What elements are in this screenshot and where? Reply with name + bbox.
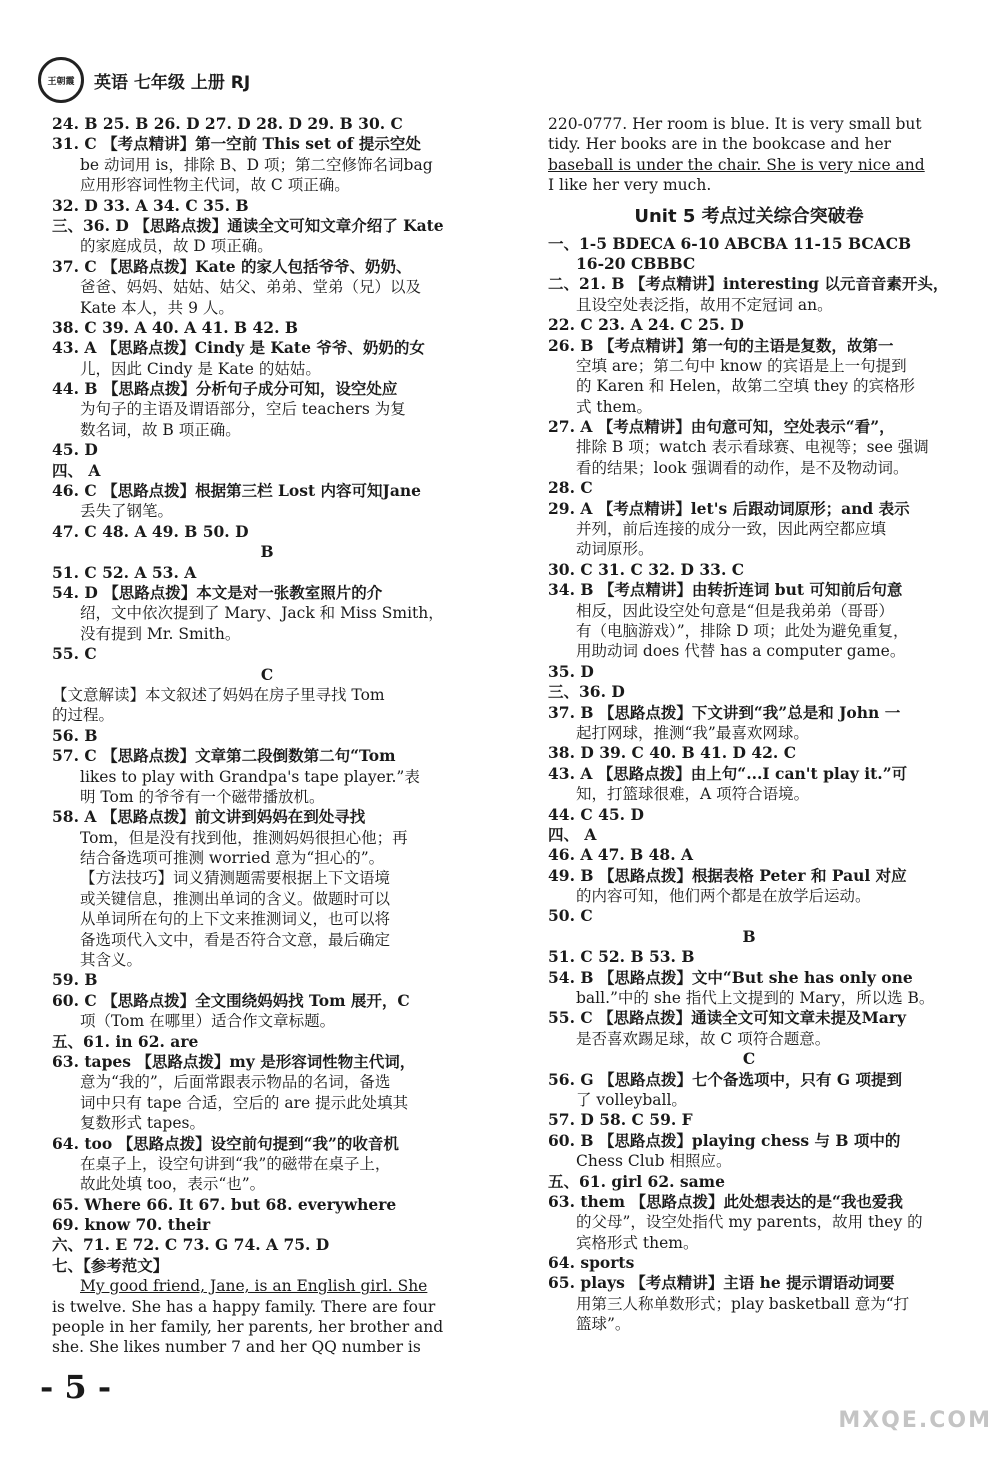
answer-line: 47. C 48. A 49. B 50. D <box>52 521 249 541</box>
answer-line: 56. G 【思路点拨】七个备选项中，只有 G 项提到 <box>548 1069 903 1089</box>
answer-line: 34. B 【考点精讲】由转折连词 but 可知前后句意 <box>548 580 903 600</box>
answer-line: 46. C 【思路点拨】根据第三栏 Lost 内容可知Jane <box>52 481 422 501</box>
answer-line: 用第三人称单数形式；play basketball 意为“打 <box>576 1294 910 1313</box>
answer-line: Tom，但是没有找到他，推测妈妈很担心他；再 <box>80 828 408 847</box>
answer-line: 的过程。 <box>52 706 115 725</box>
answer-line: 四、 A <box>52 460 101 480</box>
logo-text: 王朝霞 <box>47 76 75 87</box>
answer-line: B <box>260 542 274 562</box>
answer-line: 五、61. in 62. are <box>52 1031 199 1051</box>
answer-line: My good friend, Jane, is an English girl. She <box>80 1277 428 1296</box>
answer-line: 的内容可知，他们两个都是在放学后运动。 <box>576 887 871 906</box>
answer-line: 从单词所在句的上下文来推测词义，也可以将 <box>80 910 391 929</box>
unit-title: Unit 5 考点过关综合突破卷 <box>634 205 864 227</box>
answer-line: 58. A 【思路点拨】前文讲到妈妈在到处寻找 <box>52 807 366 827</box>
answer-line: 60. B 【思路点拨】playing chess 与 B 项中的 <box>548 1130 901 1150</box>
answer-line: 的 Karen 和 Helen，故第二空填 they 的宾格形 <box>576 377 915 396</box>
brand-logo <box>38 57 84 103</box>
answer-line: 结合备选项可推测 worried 意为“担心的”。 <box>80 849 385 868</box>
answer-line: 63. tapes 【思路点拨】my 是形容词性物主代词， <box>52 1051 416 1071</box>
answer-line: 56. B <box>52 725 98 745</box>
answer-line: 37. B 【思路点拨】下文讲到“我”总是和 John 一 <box>548 702 901 722</box>
answer-line: 37. C 【思路点拨】Kate 的家人包括爷爷、奶奶、 <box>52 256 412 276</box>
page-header <box>38 55 250 105</box>
answer-line: I like her very much. <box>548 176 712 195</box>
answer-line: 22. C 23. A 24. C 25. D <box>548 315 744 335</box>
answer-line: 45. D <box>52 440 98 460</box>
answer-line: 57. D 58. C 59. F <box>548 1110 693 1130</box>
essay-continuation <box>548 114 950 196</box>
answer-line: 32. D 33. A 34. C 35. B <box>52 195 249 215</box>
answer-line: 38. D 39. C 40. B 41. D 42. C <box>548 743 797 763</box>
answer-line: 六、71. E 72. C 73. G 74. A 75. D <box>52 1235 330 1255</box>
answer-line: 相反，因此设空处句意是“但是我弟弟（哥哥） <box>576 601 894 620</box>
answer-line: 意为“我的”，后面常跟表示物品的名词，备选 <box>80 1073 391 1092</box>
answer-line: 16-20 CBBBC <box>576 253 696 273</box>
answer-line: 的家庭成员，故 D 项正确。 <box>80 237 273 256</box>
book-title: 英语 七年级 上册 RJ <box>94 72 251 93</box>
answer-line: 儿，因此 Cindy 是 Kate 的姑姑。 <box>80 359 321 378</box>
answer-line: 排除 B 项；watch 表示看球赛、电视等；see 强调 <box>576 438 929 457</box>
answer-line: 其含义。 <box>80 951 143 970</box>
answer-line: she. She likes number 7 and her QQ number is <box>52 1338 421 1357</box>
answer-line: 宾格形式 them。 <box>576 1233 699 1252</box>
answer-line: Kate 本人，共 9 人。 <box>80 298 234 317</box>
answer-line: 爸爸、妈妈、姑姑、姑父、弟弟、堂弟（兄）以及 <box>80 278 422 297</box>
answer-line: 在桌子上，设空句讲到“我”的磁带在桌子上， <box>80 1154 391 1173</box>
answer-line: 24. B 25. B 26. D 27. D 28. D 29. B 30. C <box>52 114 403 133</box>
answer-line: 【方法技巧】词义猜测题需要根据上下文语境 <box>80 869 391 888</box>
answer-line: 57. C 【思路点拨】文章第二段倒数第二句“Tom <box>52 746 396 766</box>
answer-line: baseball is under the chair. She is very nice and <box>548 155 925 174</box>
answer-line: 篮球”。 <box>576 1315 631 1334</box>
answer-line: be 动词用 is，排除 B、D 项；第二空修饰名词bag <box>80 155 433 174</box>
answer-line: 26. B 【考点精讲】第一句的主语是复数，故第一 <box>548 335 894 355</box>
answer-line: 55. C 【思路点拨】通读全文可知文章未提及Mary <box>548 1008 906 1028</box>
answer-line: 28. C <box>548 478 593 498</box>
answer-line: 或关键信息，推测出单词的含义。做题时可以 <box>80 889 391 908</box>
answer-line: 丢失了钢笔。 <box>80 502 174 521</box>
answer-line: 并列，前后连接的成分一致，因此两空都应填 <box>576 520 887 539</box>
answer-line: 五、61. girl 62. same <box>548 1171 725 1191</box>
answer-line: 三、36. D <box>548 682 625 702</box>
answer-line: 51. C 52. B 53. B <box>548 947 695 967</box>
answer-line: 式 them。 <box>576 397 653 416</box>
answer-line: 二、21. B 【考点精讲】interesting 以元音音素开头， <box>548 274 949 294</box>
answer-line: 49. B 【思路点拨】根据表格 Peter 和 Paul 对应 <box>548 865 907 885</box>
answer-line: 知，打篮球很难，A 项符合语境。 <box>576 785 810 804</box>
answer-line: 故此处填 too，表示“也”。 <box>80 1175 266 1194</box>
answer-line: 220-0777. Her room is blue. It is very small but <box>548 115 922 133</box>
answer-line: 44. C 45. D <box>548 804 644 824</box>
answer-line: 43. A 【思路点拨】Cindy 是 Kate 爷爷、奶奶的女 <box>52 338 425 358</box>
answer-line: 了 volleyball。 <box>576 1090 687 1109</box>
unit-answers <box>548 234 950 1335</box>
answer-line: Chess Club 相照应。 <box>576 1152 732 1171</box>
answer-line: 51. C 52. A 53. A <box>52 562 197 582</box>
answer-line: 是否喜欢踢足球，故 C 项符合题意。 <box>576 1029 831 1048</box>
answer-line: 54. B 【思路点拨】文中“But she has only one <box>548 967 913 987</box>
answer-line: 且设空处表泛指，故用不定冠词 an。 <box>576 295 833 314</box>
answer-line: tidy. Her books are in the bookcase and her <box>548 135 892 154</box>
answer-line: likes to play with Grandpa's tape player.”表 <box>80 767 420 786</box>
answer-line: 词中只有 tape 合适，空后的 are 提示此处填其 <box>80 1093 409 1112</box>
answer-line: 27. A 【考点精讲】由句意可知，空处表示“看”， <box>548 417 895 437</box>
answer-line: 为句子的主语及谓语部分，空后 teachers 为复 <box>80 400 406 419</box>
answer-line: 55. C <box>52 644 97 664</box>
left-column <box>52 114 482 1358</box>
answer-line: 有（电脑游戏）”，排除 D 项；此处为避免重复， <box>576 621 909 640</box>
answer-line: 65. plays 【考点精讲】主语 he 提示谓语动词要 <box>548 1273 895 1293</box>
answer-line: B <box>742 926 756 946</box>
answer-line: people in her family, her parents, her brother and <box>52 1318 444 1337</box>
answer-line: 65. Where 66. It 67. but 68. everywhere <box>52 1194 397 1214</box>
answer-line: 54. D 【思路点拨】本文是对一张教室照片的介 <box>52 582 383 602</box>
answer-line: 四、 A <box>548 824 597 844</box>
answer-line: 【文意解读】本文叙述了妈妈在房子里寻找 Tom <box>52 685 385 704</box>
answer-line: 空填 are；第二句中 know 的宾语是上一句提到 <box>576 356 907 375</box>
answer-line: 29. A 【考点精讲】let's 后跟动词原形；and 表示 <box>548 498 910 518</box>
answer-line: 69. know 70. their <box>52 1215 211 1235</box>
answer-line: 用助动词 does 代替 has a computer game。 <box>576 642 906 661</box>
answer-line: 46. A 47. B 48. A <box>548 845 694 865</box>
answer-line: 59. B <box>52 970 98 990</box>
answer-line: 一、1-5 BDECA 6-10 ABCBA 11-15 BCACB <box>548 233 912 253</box>
answer-line: 数名词，故 B 项正确。 <box>80 420 241 439</box>
answer-line: 起打网球，推测“我”最喜欢网球。 <box>576 723 809 742</box>
answer-line: 63. them 【思路点拨】此处想表达的是“我也爱我 <box>548 1191 903 1211</box>
page-number: - 5 - <box>40 1368 112 1406</box>
answer-line: 绍，文中依次提到了 Mary、Jack 和 Miss Smith， <box>80 604 444 623</box>
answer-line: 35. D <box>548 661 594 681</box>
answer-line: 明 Tom 的爷爷有一个磁带播放机。 <box>80 787 325 806</box>
right-column <box>548 114 950 1335</box>
answer-line: 七、【参考范文】 <box>52 1255 169 1275</box>
answer-line: 50. C <box>548 906 593 926</box>
answer-line: C <box>260 664 274 684</box>
answer-line: 备选项代入文中，看是否符合文意，最后确定 <box>80 930 391 949</box>
answer-line: 看的结果；look 强调看的动作，是不及物动词。 <box>576 458 909 477</box>
answer-line: C <box>742 1049 756 1069</box>
answer-line: 64. sports <box>548 1253 635 1273</box>
answer-line: 38. C 39. A 40. A 41. B 42. B <box>52 317 298 337</box>
answer-line: 31. C 【考点精讲】第一空前 This set of 提示空处 <box>52 134 421 154</box>
answer-line: 复数形式 tapes。 <box>80 1114 205 1133</box>
answer-line: 动词原形。 <box>576 540 654 559</box>
answer-line: 应用形容词性物主代词，故 C 项正确。 <box>80 176 350 195</box>
answer-line: 44. B 【思路点拨】分析句子成分可知，设空处应 <box>52 379 398 399</box>
answer-line: 三、36. D 【思路点拨】通读全文可知文章介绍了 Kate <box>52 215 444 235</box>
answer-line: 项（Tom 在哪里）适合作文章标题。 <box>80 1012 336 1031</box>
answer-line: 的父母”，设空处指代 my parents，故用 they 的 <box>576 1213 923 1232</box>
answer-line: 30. C 31. C 32. D 33. C <box>548 559 745 579</box>
watermark: MXQE.COM <box>838 1408 992 1433</box>
answer-line: ball.”中的 she 指代上文提到的 Mary，所以选 B。 <box>576 989 935 1008</box>
answer-line: 60. C 【思路点拨】全文围绕妈妈找 Tom 展开，C <box>52 990 410 1010</box>
answer-line: 没有提到 Mr. Smith。 <box>80 624 241 643</box>
answer-line: is twelve. She has a happy family. There are four <box>52 1297 436 1316</box>
answer-line: 64. too 【思路点拨】设空前句提到“我”的收音机 <box>52 1133 399 1153</box>
answer-line: 43. A 【思路点拨】由上句“...I can't play it.”可 <box>548 763 908 783</box>
